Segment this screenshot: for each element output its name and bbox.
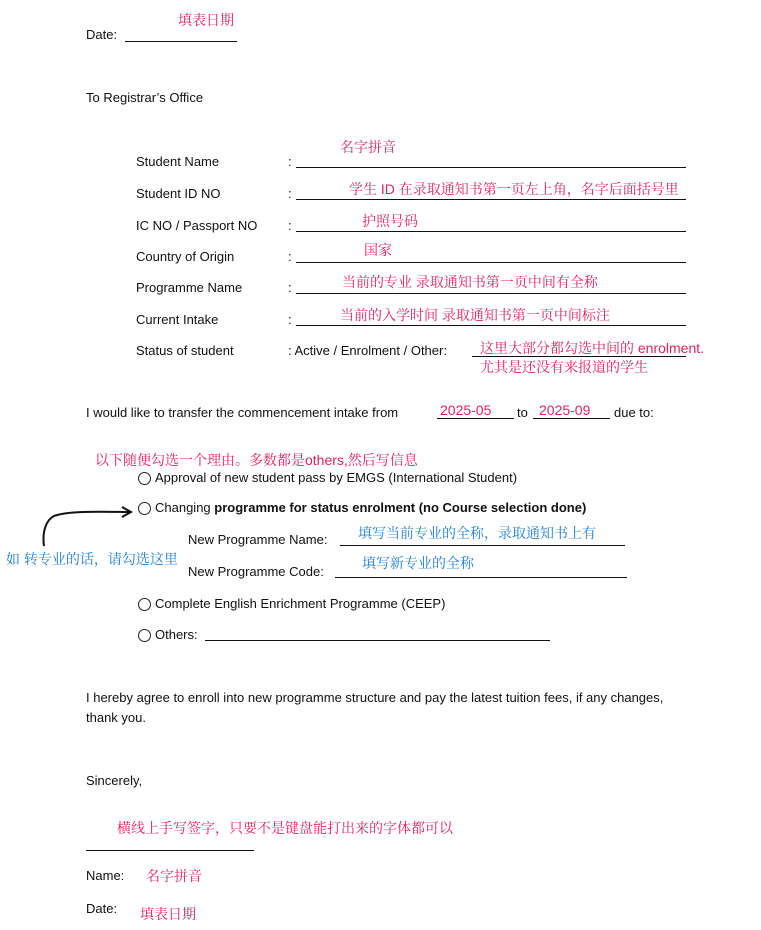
colon: : xyxy=(288,186,292,201)
programme-label: Programme Name xyxy=(136,280,243,295)
date-field-line[interactable] xyxy=(125,41,237,42)
new-programme-name-note: 填写当前专业的全称，录取通知书上有 xyxy=(358,525,596,541)
to-registrar: To Registrar’s Office xyxy=(86,90,204,105)
colon: : xyxy=(288,280,292,295)
student-name-field[interactable] xyxy=(296,167,686,168)
to-intake-field[interactable] xyxy=(533,418,610,419)
changing-programme-label xyxy=(155,500,586,515)
status-label: Status of student xyxy=(136,343,234,358)
transfer-prefix: I would like to transfer the commencement intake from xyxy=(86,405,399,420)
transfer-suffix: due to: xyxy=(614,405,654,420)
others-label: Others: xyxy=(155,627,198,642)
colon: : xyxy=(288,218,292,233)
colon: : xyxy=(288,249,292,264)
to-intake-value: 2025-09 xyxy=(539,402,591,418)
date-note: 填表日期 xyxy=(178,12,234,28)
new-programme-code-note: 填写新专业的全称 xyxy=(362,555,474,571)
closing: Sincerely, xyxy=(86,773,143,788)
passport-note: 护照号码 xyxy=(362,213,418,229)
agreement-line-1: I hereby agree to enroll into new programme structure and pay the latest tuition fees, if any changes, xyxy=(86,690,664,705)
student-id-label: Student ID NO xyxy=(136,186,221,201)
from-intake-value: 2025-05 xyxy=(440,402,492,418)
student-id-field[interactable] xyxy=(296,199,686,200)
status-note-1: 这里大部分都勾选中间的 enrolment. xyxy=(480,340,705,356)
name-note: 名字拼音 xyxy=(146,868,202,884)
new-programme-code-field[interactable] xyxy=(335,577,627,578)
approval-radio[interactable] xyxy=(138,472,151,485)
student-id-note: 学生 ID 在录取通知书第一页左上角，名字后面括号里 xyxy=(349,181,679,197)
date-label: Date: xyxy=(86,27,118,42)
ceep-label: Complete English Enrichment Programme (CEEP) xyxy=(155,596,446,611)
others-radio[interactable] xyxy=(138,629,151,642)
programme-note: 当前的专业 录取通知书第一页中间有全称 xyxy=(342,274,598,290)
intake-label: Current Intake xyxy=(136,312,219,327)
new-programme-name-label: New Programme Name: xyxy=(188,532,328,547)
colon: : xyxy=(288,312,292,327)
changing-prefix: Changing xyxy=(155,500,215,515)
signature-line[interactable] xyxy=(86,850,254,851)
approval-label: Approval of new student pass by EMGS (International Student) xyxy=(155,470,518,485)
passport-label: IC NO / Passport NO xyxy=(136,218,258,233)
student-name-note: 名字拼音 xyxy=(340,139,396,155)
arrow-note: 如 转专业的话，请勾选这里 xyxy=(6,551,178,567)
ceep-radio[interactable] xyxy=(138,598,151,611)
from-intake-field[interactable] xyxy=(437,418,514,419)
changing-bold-text: programme for status enrolment (no Course selection done) xyxy=(214,500,587,515)
reason-note: 以下随便勾选一个理由。多数都是others,然后写信息 xyxy=(95,452,418,468)
student-name-label: Student Name xyxy=(136,154,220,169)
changing-programme-radio[interactable] xyxy=(138,502,151,515)
new-programme-code-label: New Programme Code: xyxy=(188,564,324,579)
intake-field[interactable] xyxy=(296,325,686,326)
colon: : xyxy=(288,154,292,169)
country-label: Country of Origin xyxy=(136,249,235,264)
intake-note: 当前的入学时间 录取通知书第一页中间标注 xyxy=(340,307,610,323)
new-programme-name-field[interactable] xyxy=(340,545,625,546)
country-field[interactable] xyxy=(296,262,686,263)
others-field[interactable] xyxy=(205,640,550,641)
arrow-icon xyxy=(30,500,135,550)
transfer-to: to xyxy=(517,405,528,420)
status-options[interactable]: : Active / Enrolment / Other: xyxy=(288,343,447,358)
programme-field[interactable] xyxy=(296,293,686,294)
passport-field[interactable] xyxy=(296,231,686,232)
name-label: Name: xyxy=(86,868,125,883)
country-note: 国家 xyxy=(364,242,392,258)
footer-date-note: 填表日期 xyxy=(140,906,196,922)
agreement-line-2: thank you. xyxy=(86,710,146,725)
footer-date-label: Date: xyxy=(86,901,118,916)
signature-note: 横线上手写签字，只要不是键盘能打出来的字体都可以 xyxy=(117,820,453,836)
status-note-2: 尤其是还没有来报道的学生 xyxy=(480,359,648,375)
